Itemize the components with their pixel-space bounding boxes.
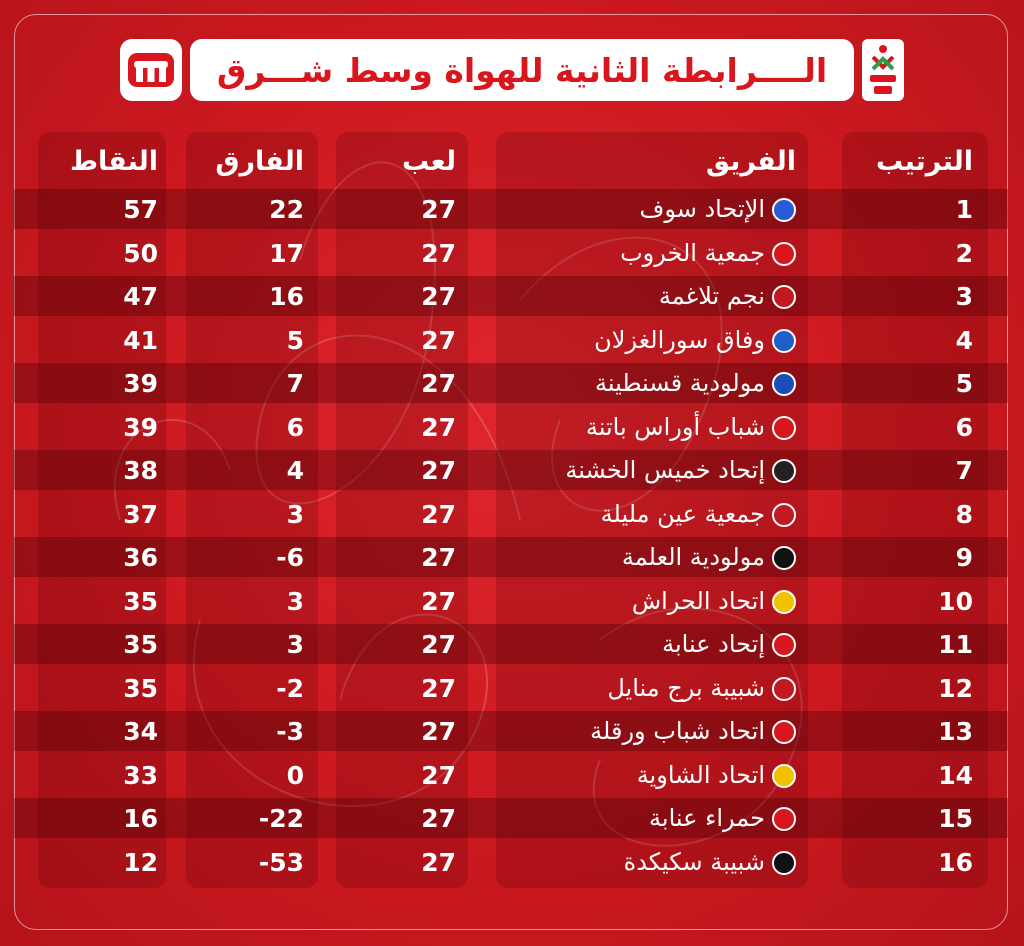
team-cell (500, 493, 796, 536)
table-row (0, 275, 1024, 318)
table-row (0, 493, 1024, 536)
points-value: 47 (123, 282, 158, 311)
table-row (0, 362, 1024, 405)
difference-value: 4 (286, 456, 304, 485)
played-value: 27 (421, 239, 456, 268)
header-played: لعب (402, 146, 456, 177)
rank-value: 15 (938, 804, 973, 833)
table-row (0, 580, 1024, 623)
difference-value: -6 (276, 543, 304, 572)
team-crest-icon (772, 198, 796, 222)
team-cell (500, 667, 796, 710)
table-row (0, 232, 1024, 275)
header-team: الفريق (705, 146, 796, 177)
table-row (0, 754, 1024, 797)
ligue-2-lfp-logo (862, 39, 904, 101)
team-crest-icon (772, 372, 796, 396)
points-value: 39 (123, 369, 158, 398)
team-name: إتحاد عنابة (662, 630, 765, 658)
difference-value: 3 (286, 630, 304, 659)
team-cell (500, 841, 796, 884)
played-value: 27 (421, 761, 456, 790)
played-value: 27 (421, 282, 456, 311)
team-crest-icon (772, 764, 796, 788)
team-name: اتحاد الحراش (631, 587, 765, 615)
team-crest-icon (772, 633, 796, 657)
rank-value: 9 (955, 543, 973, 572)
points-value: 39 (123, 413, 158, 442)
difference-value: 5 (286, 326, 304, 355)
team-cell (500, 536, 796, 579)
points-value: 33 (123, 761, 158, 790)
header-rank: الترتيب (876, 146, 973, 177)
played-value: 27 (421, 630, 456, 659)
team-name: مولودية العلمة (621, 543, 765, 571)
played-value: 27 (421, 413, 456, 442)
rank-value: 5 (955, 369, 973, 398)
team-crest-icon (772, 720, 796, 744)
table-row (0, 841, 1024, 884)
team-crest-icon (772, 677, 796, 701)
page-title-text: الــــرابطة الثانية للهواة وسط شـــرق (216, 50, 828, 90)
team-crest-icon (772, 503, 796, 527)
rank-value: 7 (955, 456, 973, 485)
difference-value: 6 (286, 413, 304, 442)
team-name: شباب أوراس باتنة (585, 413, 765, 441)
team-crest-icon (772, 807, 796, 831)
table-row (0, 710, 1024, 753)
team-name: نجم تلاغمة (658, 282, 765, 310)
m-logo (120, 39, 182, 101)
difference-value: 0 (286, 761, 304, 790)
team-crest-icon (772, 416, 796, 440)
played-value: 27 (421, 717, 456, 746)
table-row (0, 667, 1024, 710)
team-name: حمراء عنابة (649, 804, 765, 832)
rank-value: 1 (955, 195, 973, 224)
team-name: جمعية الخروب (620, 239, 765, 267)
team-name: وفاق سورالغزلان (594, 326, 765, 354)
team-cell (500, 710, 796, 753)
points-value: 35 (123, 674, 158, 703)
rank-value: 13 (938, 717, 973, 746)
played-value: 27 (421, 804, 456, 833)
team-name: شبيبة سكيكدة (623, 848, 765, 876)
rank-value: 2 (955, 239, 973, 268)
rank-value: 16 (938, 848, 973, 877)
team-crest-icon (772, 546, 796, 570)
header-points: النقاط (69, 146, 158, 177)
played-value: 27 (421, 500, 456, 529)
difference-value: 7 (286, 369, 304, 398)
table-row (0, 536, 1024, 579)
table-row (0, 623, 1024, 666)
team-crest-icon (772, 242, 796, 266)
page-title (190, 39, 854, 101)
difference-value: 3 (286, 500, 304, 529)
header-difference: الفارق (215, 146, 304, 177)
team-cell (500, 797, 796, 840)
points-value: 57 (123, 195, 158, 224)
table-row (0, 449, 1024, 492)
table-row (0, 406, 1024, 449)
points-value: 50 (123, 239, 158, 268)
table-row (0, 188, 1024, 231)
rank-value: 11 (938, 630, 973, 659)
rank-value: 10 (938, 587, 973, 616)
points-value: 34 (123, 717, 158, 746)
points-value: 35 (123, 587, 158, 616)
team-crest-icon (772, 329, 796, 353)
team-name: إتحاد خميس الخشنة (565, 456, 765, 484)
points-value: 37 (123, 500, 158, 529)
team-name: اتحاد الشاوية (636, 761, 765, 789)
rank-value: 8 (955, 500, 973, 529)
rank-value: 6 (955, 413, 973, 442)
table-row (0, 319, 1024, 362)
rank-value: 3 (955, 282, 973, 311)
played-value: 27 (421, 674, 456, 703)
team-cell (500, 754, 796, 797)
team-cell (500, 580, 796, 623)
team-cell (500, 406, 796, 449)
played-value: 27 (421, 543, 456, 572)
rank-value: 4 (955, 326, 973, 355)
points-value: 12 (123, 848, 158, 877)
played-value: 27 (421, 848, 456, 877)
team-name: شبيبة برج منايل (607, 674, 765, 702)
difference-value: -3 (276, 717, 304, 746)
points-value: 36 (123, 543, 158, 572)
difference-value: -2 (276, 674, 304, 703)
league-logo-icon (862, 39, 904, 101)
difference-value: 3 (286, 587, 304, 616)
points-value: 38 (123, 456, 158, 485)
team-name: اتحاد شباب ورقلة (590, 717, 765, 745)
team-cell (500, 362, 796, 405)
team-crest-icon (772, 285, 796, 309)
played-value: 27 (421, 195, 456, 224)
played-value: 27 (421, 326, 456, 355)
difference-value: 17 (269, 239, 304, 268)
rank-value: 14 (938, 761, 973, 790)
played-value: 27 (421, 369, 456, 398)
team-cell (500, 623, 796, 666)
team-name: الإتحاد سوف (639, 195, 765, 223)
difference-value: 16 (269, 282, 304, 311)
team-cell (500, 319, 796, 362)
team-name: جمعية عين مليلة (600, 500, 765, 528)
team-crest-icon (772, 459, 796, 483)
difference-value: -53 (258, 848, 304, 877)
team-cell (500, 188, 796, 231)
difference-value: -22 (258, 804, 304, 833)
team-crest-icon (772, 590, 796, 614)
table-row (0, 797, 1024, 840)
team-cell (500, 449, 796, 492)
rank-value: 12 (938, 674, 973, 703)
team-name: مولودية قسنطينة (595, 369, 765, 397)
team-cell (500, 275, 796, 318)
points-value: 41 (123, 326, 158, 355)
m-logo-icon (120, 39, 182, 101)
team-cell (500, 232, 796, 275)
points-value: 16 (123, 804, 158, 833)
difference-value: 22 (269, 195, 304, 224)
played-value: 27 (421, 587, 456, 616)
played-value: 27 (421, 456, 456, 485)
team-crest-icon (772, 851, 796, 875)
points-value: 35 (123, 630, 158, 659)
